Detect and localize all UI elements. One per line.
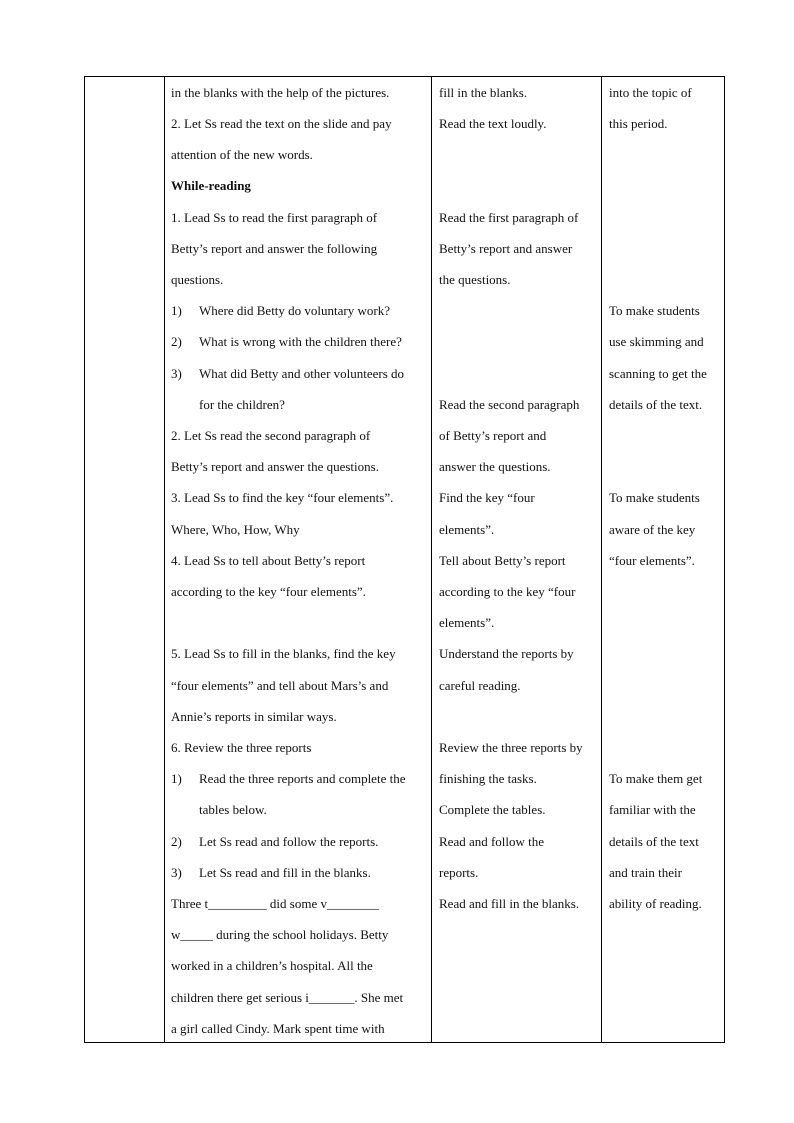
- text-line: 1. Lead Ss to read the first paragraph of: [171, 210, 378, 225]
- text-line: Read the second paragraph: [439, 397, 580, 412]
- text-line: and train their: [609, 865, 682, 880]
- column-divider: [164, 77, 165, 1042]
- text-line: Where, Who, How, Why: [171, 522, 300, 537]
- text-line: Understand the reports by: [439, 646, 574, 661]
- question-text: What did Betty and other volunteers do: [199, 366, 405, 381]
- text-line: for the children?: [199, 397, 285, 412]
- column-divider: [431, 77, 432, 1042]
- text-line: fill in the blanks.: [439, 85, 528, 100]
- text-line: aware of the key: [609, 522, 696, 537]
- text-line: To make them get: [609, 771, 703, 786]
- text-line: To make students: [609, 303, 700, 318]
- section-heading: While-reading: [171, 178, 251, 193]
- text-line: tables below.: [199, 802, 267, 817]
- text-line: answer the questions.: [439, 459, 551, 474]
- text-line: Betty’s report and answer: [439, 241, 573, 256]
- text-line: 4. Lead Ss to tell about Betty’s report: [171, 553, 366, 568]
- column-divider: [601, 77, 602, 1042]
- text-line: 2. Let Ss read the second paragraph of: [171, 428, 371, 443]
- text-line: Read the text loudly.: [439, 116, 547, 131]
- text-line: familiar with the: [609, 802, 696, 817]
- text-line: Betty’s report and answer the questions.: [171, 459, 379, 474]
- list-marker: 1): [171, 303, 182, 318]
- cloze-line: a girl called Cindy. Mark spent time with: [171, 1021, 385, 1036]
- text-line: reports.: [439, 865, 479, 880]
- text-line: attention of the new words.: [171, 147, 313, 162]
- task-text: Let Ss read and fill in the blanks.: [199, 865, 371, 880]
- text-line: according to the key “four elements”.: [171, 584, 366, 599]
- question-text: What is wrong with the children there?: [199, 334, 402, 349]
- text-line: this period.: [609, 116, 668, 131]
- text-line: careful reading.: [439, 678, 521, 693]
- list-marker: 2): [171, 334, 182, 349]
- text-line: into the topic of: [609, 85, 692, 100]
- text-line: “four elements” and tell about Mars’s and: [171, 678, 389, 693]
- text-line: according to the key “four: [439, 584, 576, 599]
- text-line: Annie’s reports in similar ways.: [171, 709, 337, 724]
- text-line: Read and follow the: [439, 834, 545, 849]
- text-line: scanning to get the: [609, 366, 707, 381]
- text-line: Read and fill in the blanks.: [439, 896, 580, 911]
- text-line: Tell about Betty’s report: [439, 553, 566, 568]
- text-line: details of the text: [609, 834, 699, 849]
- task-text: Read the three reports and complete the: [199, 771, 406, 786]
- cloze-line: Three t_________ did some v________: [171, 896, 379, 911]
- text-line: Review the three reports by: [439, 740, 583, 755]
- text-line: Betty’s report and answer the following: [171, 241, 378, 256]
- list-marker: 3): [171, 366, 182, 381]
- text-line: use skimming and: [609, 334, 704, 349]
- text-line: questions.: [171, 272, 224, 287]
- question-text: Where did Betty do voluntary work?: [199, 303, 390, 318]
- cloze-line: worked in a children’s hospital. All the: [171, 958, 373, 973]
- text-line: 6. Review the three reports: [171, 740, 312, 755]
- text-line: Complete the tables.: [439, 802, 546, 817]
- cloze-line: children there get serious i_______. She met: [171, 990, 404, 1005]
- text-line: of Betty’s report and: [439, 428, 547, 443]
- text-line: elements”.: [439, 522, 495, 537]
- text-line: finishing the tasks.: [439, 771, 537, 786]
- list-marker: 2): [171, 834, 182, 849]
- text-line: 2. Let Ss read the text on the slide and pay: [171, 116, 392, 131]
- text-line: 3. Lead Ss to find the key “four elements”.: [171, 490, 394, 505]
- text-line: the questions.: [439, 272, 511, 287]
- text-line: in the blanks with the help of the pictures.: [171, 85, 390, 100]
- text-line: ability of reading.: [609, 896, 702, 911]
- text-line: Find the key “four: [439, 490, 535, 505]
- task-text: Let Ss read and follow the reports.: [199, 834, 379, 849]
- text-line: Read the first paragraph of: [439, 210, 579, 225]
- lesson-plan-table: [84, 76, 725, 1043]
- list-marker: 3): [171, 865, 182, 880]
- text-line: 5. Lead Ss to fill in the blanks, find the key: [171, 646, 396, 661]
- text-line: details of the text.: [609, 397, 703, 412]
- text-line: elements”.: [439, 615, 495, 630]
- list-marker: 1): [171, 771, 182, 786]
- text-line: “four elements”.: [609, 553, 695, 568]
- cloze-line: w_____ during the school holidays. Betty: [171, 927, 389, 942]
- text-line: To make students: [609, 490, 700, 505]
